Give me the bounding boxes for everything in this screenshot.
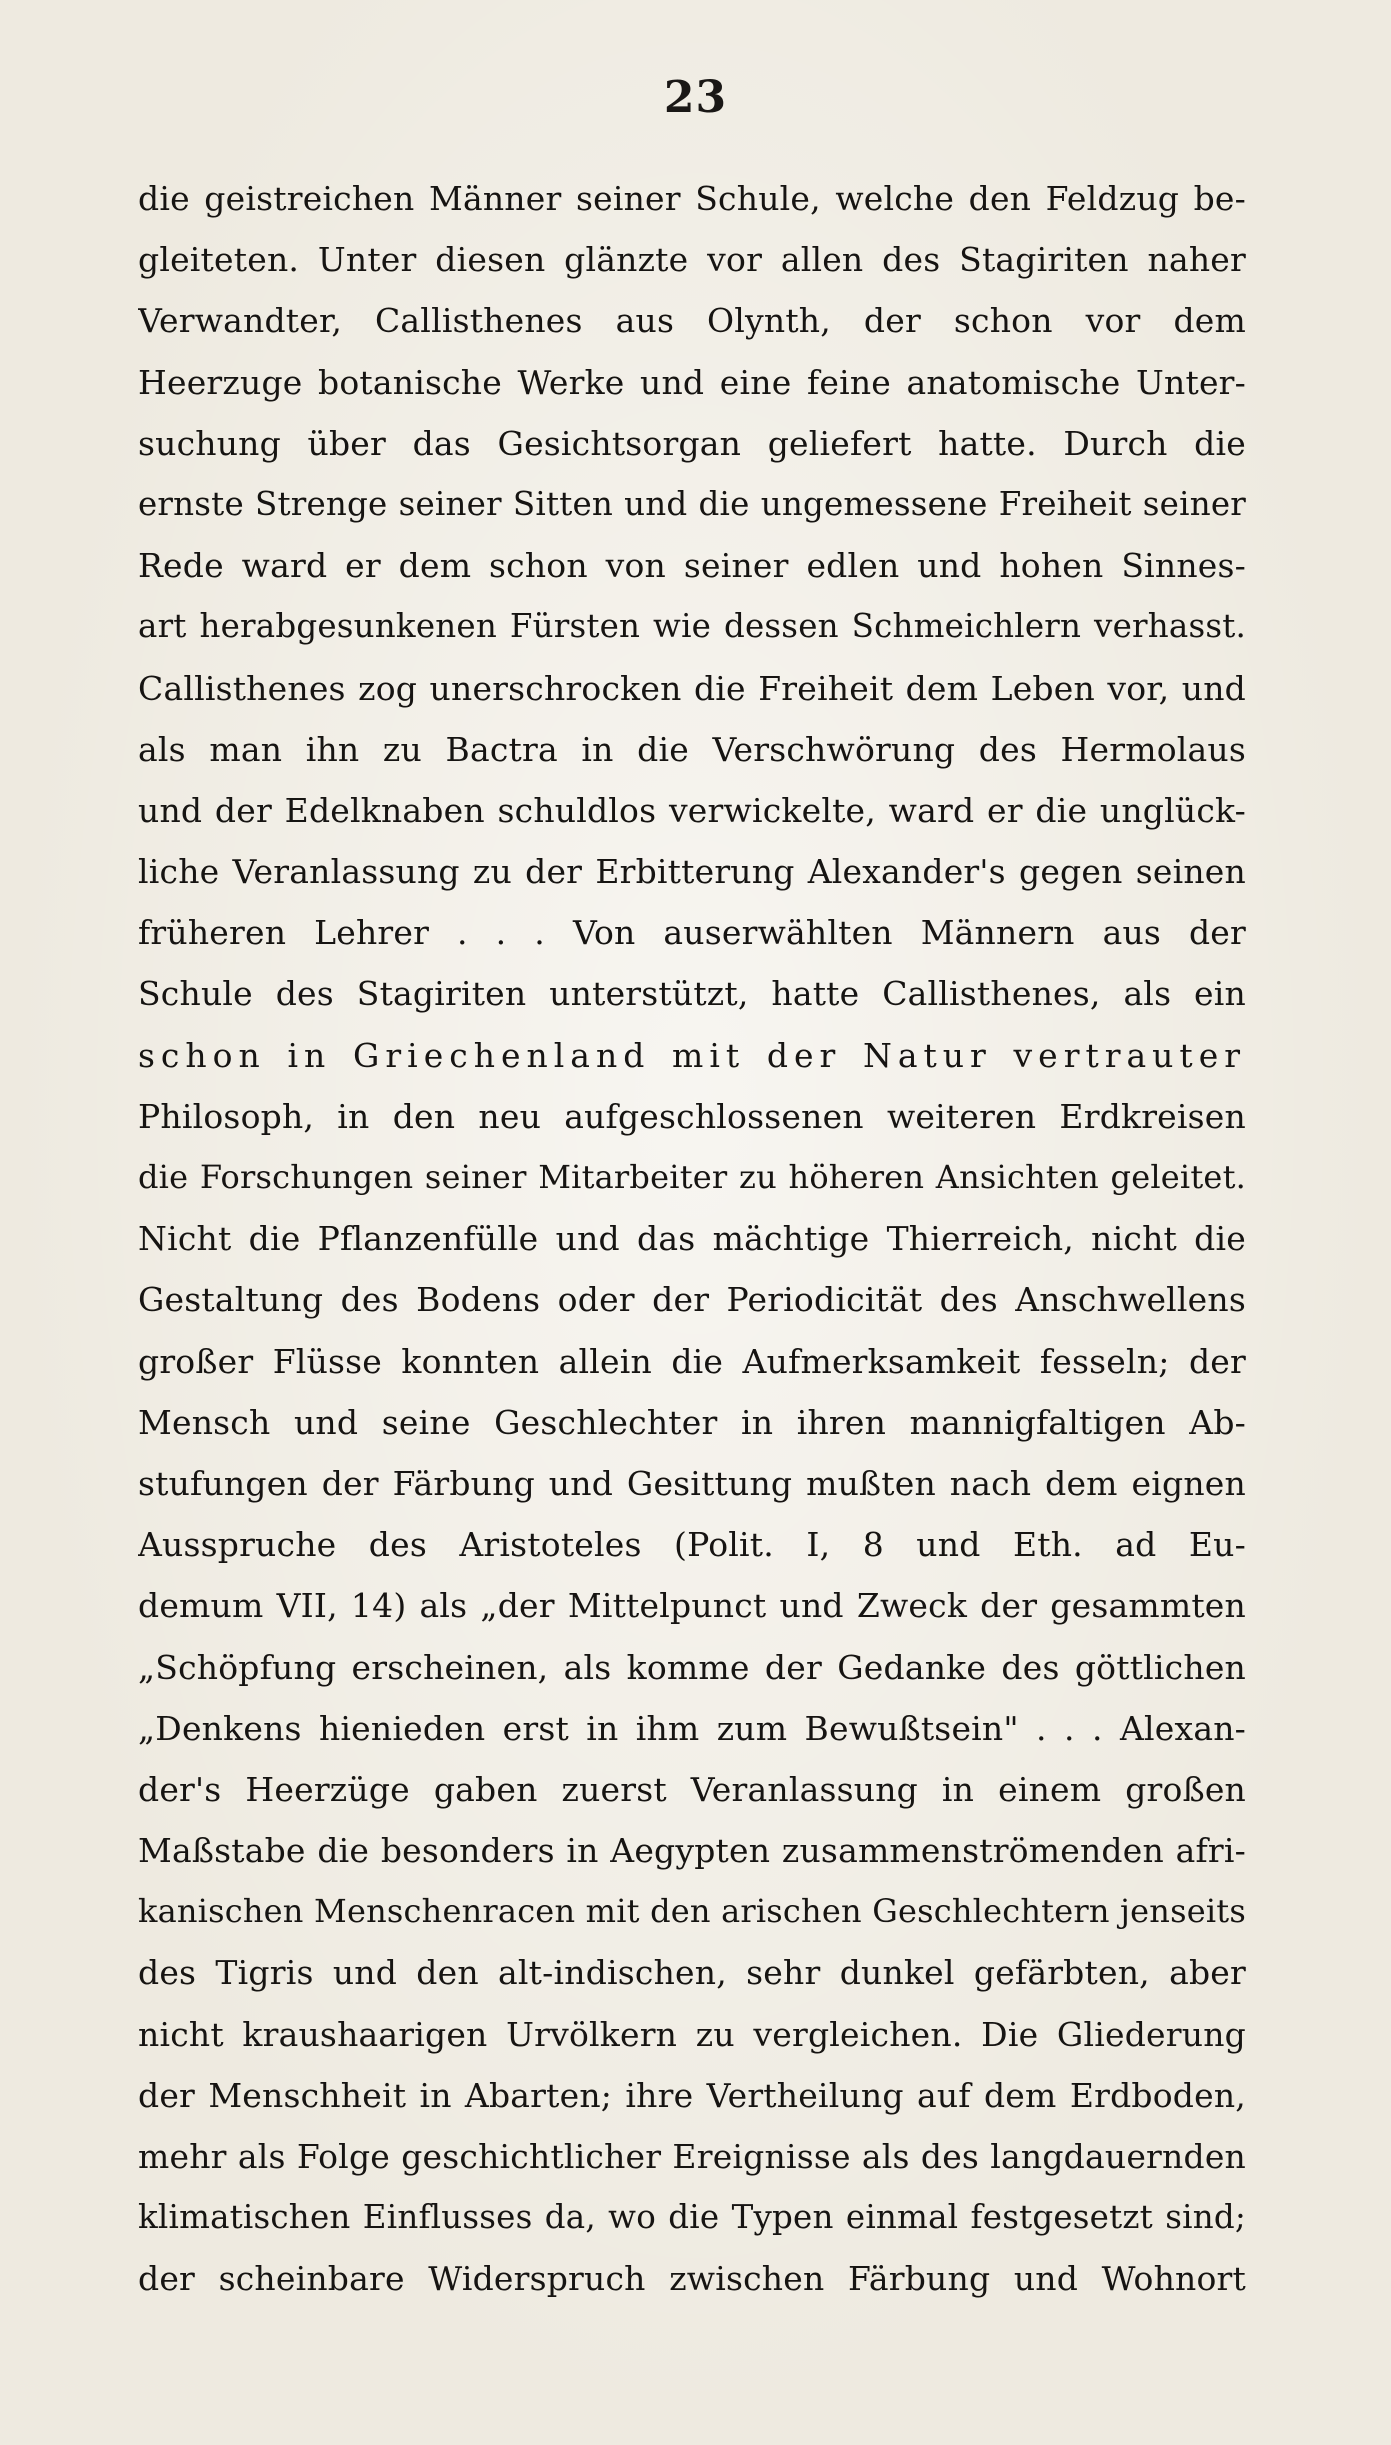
text-line-34: klimatischen Einflusses da, wo die Typen einmal festgesetzt sind; <box>138 2198 1246 2237</box>
text-line-24: demum VII, 14) als „der Mittelpunct und Zweck der gesammten <box>138 1586 1246 1626</box>
text-line-15: schon in Griechenland mit der Natur vertrauter <box>138 1035 1246 1075</box>
text-line-19: Gestaltung des Bodens oder der Periodicität des Anschwellens <box>138 1280 1246 1320</box>
text-line-2: gleiteten. Unter diesen glänzte vor allen des Stagiriten naher <box>138 240 1246 280</box>
text-line-35: der scheinbare Widerspruch zwischen Färbung und Wohnort <box>138 2259 1246 2299</box>
text-line-4: Heerzuge botanische Werke und eine feine anatomische Unter- <box>138 362 1246 402</box>
text-line-31: nicht kraushaarigen Urvölkern zu vergleichen. Die Gliederung <box>138 2014 1246 2054</box>
text-line-9: Callisthenes zog unerschrocken die Freiheit dem Leben vor, und <box>138 668 1246 708</box>
text-line-25: „Schöpfung erscheinen, als komme der Gedanke des göttlichen <box>138 1647 1246 1687</box>
text-line-23: Ausspruche des Aristoteles (Polit. I, 8 und Eth. ad Eu- <box>138 1525 1246 1565</box>
page-number: 23 <box>663 72 728 123</box>
text-line-21: Mensch und seine Geschlechter in ihren mannigfaltigen Ab- <box>138 1402 1246 1442</box>
text-line-7: Rede ward er dem schon von seiner edlen und hohen Sinnes- <box>138 546 1246 586</box>
text-line-30: des Tigris und den alt-indischen, sehr dunkel gefärbten, aber <box>138 1953 1246 1993</box>
text-line-17: die Forschungen seiner Mitarbeiter zu höheren Ansichten geleitet. <box>138 1158 1246 1196</box>
text-line-22: stufungen der Färbung und Gesittung mußten nach dem eignen <box>138 1463 1246 1503</box>
text-line-3: Verwandter, Callisthenes aus Olynth, der schon vor dem <box>138 301 1246 341</box>
body-text <box>138 168 1246 2310</box>
text-line-27: der's Heerzüge gaben zuerst Veranlassung in einem großen <box>138 1769 1246 1809</box>
text-line-33: mehr als Folge geschichtlicher Ereignisse als des langdauernden <box>138 2137 1246 2176</box>
text-line-14: Schule des Stagiriten unterstützt, hatte Callisthenes, als ein <box>138 974 1246 1014</box>
text-line-26: „Denkens hienieden erst in ihm zum Bewußtsein" . . . Alexan- <box>138 1708 1246 1748</box>
text-line-13: früheren Lehrer . . . Von auserwählten Männern aus der <box>138 913 1246 953</box>
text-line-20: großer Flüsse konnten allein die Aufmerksamkeit fesseln; der <box>138 1341 1246 1381</box>
text-line-11: und der Edelknaben schuldlos verwickelte, ward er die unglück- <box>138 790 1246 830</box>
text-line-32: der Menschheit in Abarten; ihre Vertheilung auf dem Erdboden, <box>138 2075 1246 2115</box>
text-line-5: suchung über das Gesichtsorgan geliefert hatte. Durch die <box>138 423 1246 463</box>
text-line-18: Nicht die Pflanzenfülle und das mächtige Thierreich, nicht die <box>138 1219 1246 1259</box>
text-line-6: ernste Strenge seiner Sitten und die ungemessene Freiheit seiner <box>138 484 1246 523</box>
text-line-28: Maßstabe die besonders in Aegypten zusammenströmenden afri- <box>138 1831 1246 1871</box>
text-line-16: Philosoph, in den neu aufgeschlossenen weiteren Erdkreisen <box>138 1096 1246 1136</box>
text-line-10: als man ihn zu Bactra in die Verschwörung des Hermolaus <box>138 729 1246 769</box>
text-line-8: art herabgesunkenen Fürsten wie dessen Schmeichlern verhasst. <box>138 607 1246 646</box>
text-line-1: die geistreichen Männer seiner Schule, welche den Feldzug be- <box>138 179 1246 218</box>
text-line-29: kanischen Menschenracen mit den arischen Geschlechtern jenseits <box>138 1892 1246 1931</box>
text-line-12: liche Veranlassung zu der Erbitterung Alexander's gegen seinen <box>138 852 1246 892</box>
